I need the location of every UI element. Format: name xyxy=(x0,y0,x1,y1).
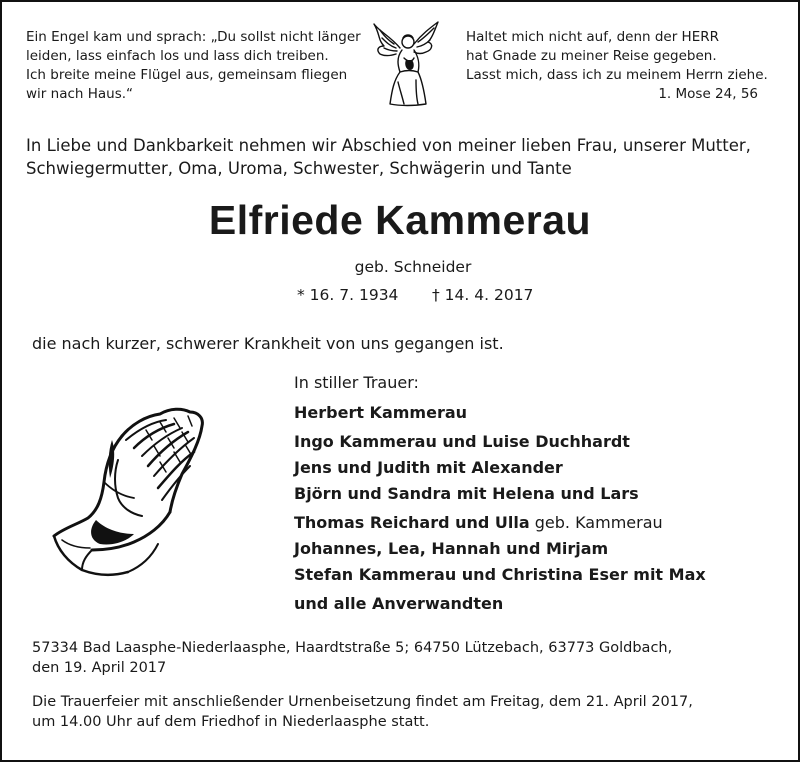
verse-right-line: hat Gnade zu meiner Reise gegeben. xyxy=(466,48,717,64)
family-member-name: Johannes, Lea, Hannah und Mirjam xyxy=(294,539,609,558)
angel-icon xyxy=(370,18,442,110)
verse-right-line: Haltet mich nicht auf, denn der HERR xyxy=(466,29,719,45)
intro-line: Schwiegermutter, Oma, Uroma, Schwester, Schwägerin und Tante xyxy=(26,159,572,178)
funeral-line: um 14.00 Uhr auf dem Friedhof in Niederlaasphe statt. xyxy=(32,714,430,730)
family-member-name: Herbert Kammerau xyxy=(294,403,468,422)
family-member-name: Björn und Sandra mit Helena und Lars xyxy=(294,484,639,503)
praying-hands-icon xyxy=(42,400,212,580)
mourning-label: In stiller Trauer: xyxy=(294,373,419,392)
birth-date: * 16. 7. 1934 xyxy=(297,286,399,304)
address-line: 57334 Bad Laasphe-Niederlaasphe, Haardtstraße 5; 64750 Lützebach, 63773 Goldbach, xyxy=(32,640,673,656)
family-member xyxy=(294,400,706,426)
funeral-line: Die Trauerfeier mit anschließender Urnenbeisetzung findet am Freitag, dem 21. April 2017, xyxy=(32,694,693,710)
family-member-name: Ingo Kammerau und Luise Duchhardt xyxy=(294,432,630,451)
family-member xyxy=(294,510,706,536)
family-member xyxy=(294,591,706,617)
address-line: den 19. April 2017 xyxy=(32,660,167,676)
death-date: † 14. 4. 2017 xyxy=(432,286,534,304)
family-member-name: Thomas Reichard und Ulla xyxy=(294,513,530,532)
family-member-name: Stefan Kammerau und Christina Eser mit Max xyxy=(294,565,706,584)
family-member xyxy=(294,455,706,481)
verse-left xyxy=(26,28,361,104)
verse-reference: 1. Mose 24, 56 xyxy=(658,86,758,102)
funeral-info xyxy=(32,692,693,732)
family-member-name: Jens und Judith mit Alexander xyxy=(294,458,563,477)
family-member xyxy=(294,562,706,588)
intro-line: In Liebe und Dankbarkeit nehmen wir Abschied von meiner lieben Frau, unserer Mutter, xyxy=(26,136,751,155)
family-member xyxy=(294,481,706,507)
verse-left-line: leiden, lass einfach los und lass dich treiben. xyxy=(26,48,329,64)
intro-text xyxy=(26,134,751,180)
verse-right xyxy=(466,28,768,104)
passing-text: die nach kurzer, schwerer Krankheit von uns gegangen ist. xyxy=(32,334,504,353)
family-member xyxy=(294,429,706,455)
maiden-name: geb. Schneider xyxy=(354,258,472,276)
deceased-name: Elfriede Kammerau xyxy=(208,197,592,243)
address-block xyxy=(32,638,672,678)
family-member xyxy=(294,536,706,562)
verse-left-line: Ich breite meine Flügel aus, gemeinsam fliegen xyxy=(26,67,348,83)
verse-left-line: Ein Engel kam und sprach: „Du sollst nicht länger xyxy=(26,29,361,45)
family-member-name: und alle Anverwandten xyxy=(294,594,504,613)
family-member-maiden: geb. Kammerau xyxy=(529,513,663,532)
verse-left-line: wir nach Haus.“ xyxy=(26,86,134,102)
family-list xyxy=(294,400,706,617)
verse-right-line: Lasst mich, dass ich zu meinem Herrn ziehe. xyxy=(466,67,768,83)
